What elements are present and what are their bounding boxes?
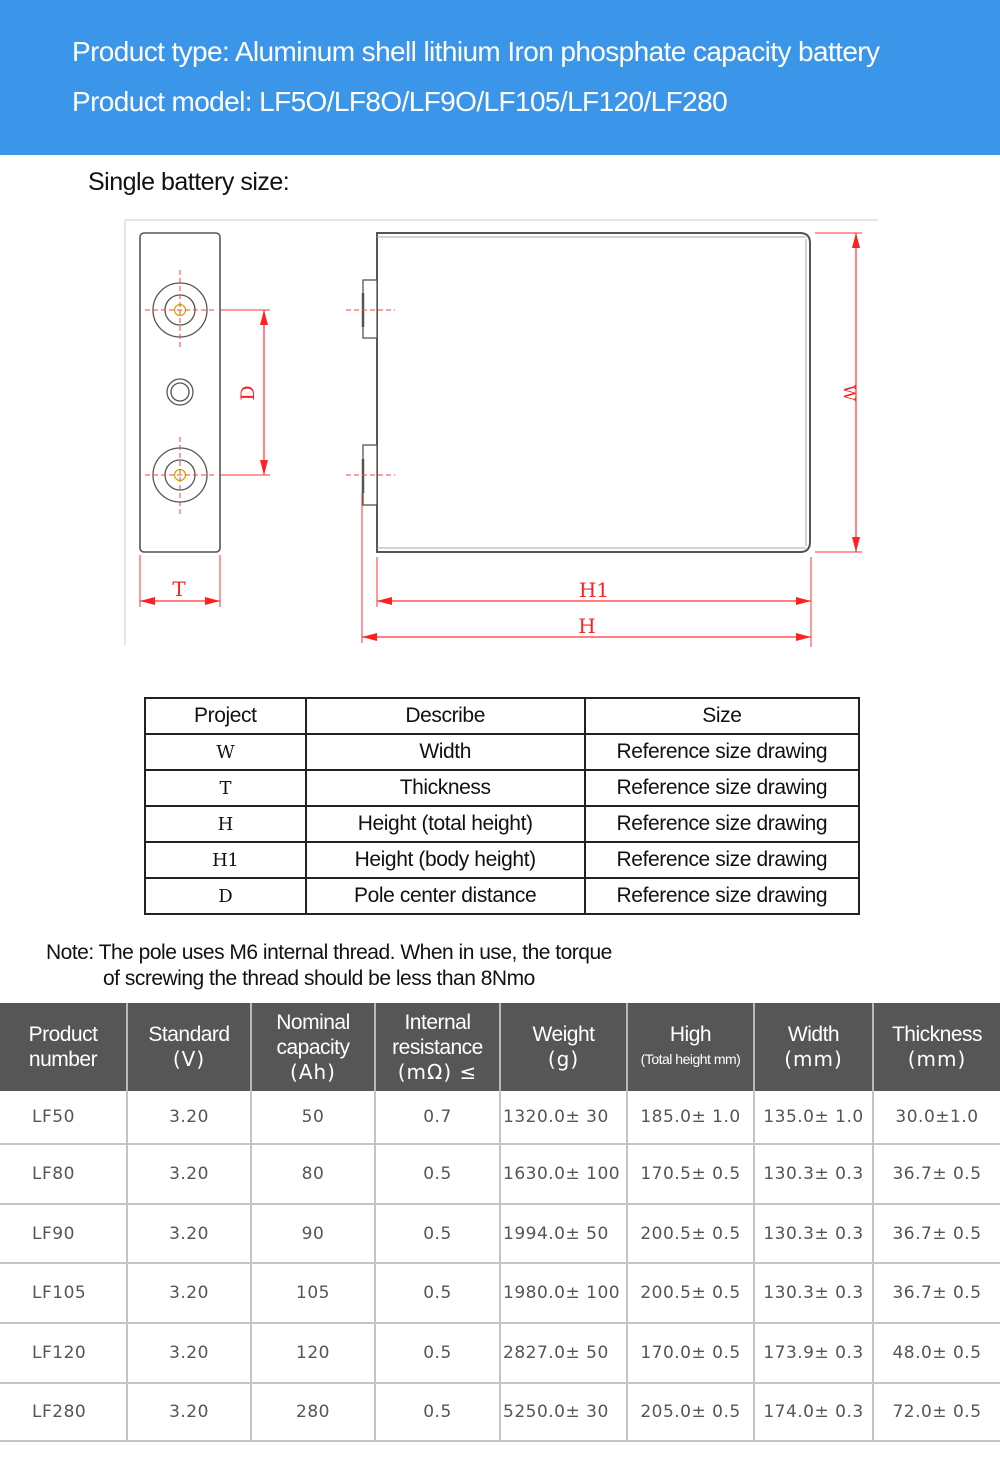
cell-nominal-capacity: 90 bbox=[251, 1204, 375, 1263]
header-title: Internal resistance bbox=[392, 1010, 483, 1059]
header-nominal-capacity bbox=[251, 1003, 375, 1091]
product-row bbox=[0, 1323, 1000, 1383]
cell-standard-voltage: 3.20 bbox=[127, 1144, 251, 1204]
cell-weight: 5250.0± 30 bbox=[500, 1383, 627, 1441]
cell-high: 200.5± 0.5 bbox=[627, 1263, 754, 1323]
cell-weight: 2827.0± 50 bbox=[500, 1323, 627, 1383]
cell-product-number: LF120 bbox=[0, 1323, 127, 1383]
cell-standard-voltage: 3.20 bbox=[127, 1263, 251, 1323]
cell-internal-resistance: 0.7 bbox=[375, 1091, 500, 1144]
cell-product-number: LF280 bbox=[0, 1383, 127, 1441]
cell-weight: 1320.0± 30 bbox=[500, 1091, 627, 1144]
cell-thickness: 48.0± 0.5 bbox=[873, 1323, 1000, 1383]
spec-describe: Height (total height) bbox=[306, 806, 585, 842]
spec-describe: Height (body height) bbox=[306, 842, 585, 878]
header-unit: (Ah) bbox=[290, 1059, 336, 1084]
cell-internal-resistance: 0.5 bbox=[375, 1204, 500, 1263]
spec-row bbox=[145, 734, 859, 770]
spec-row bbox=[145, 842, 859, 878]
header-unit: (mm) bbox=[784, 1047, 843, 1071]
cell-high: 200.5± 0.5 bbox=[627, 1204, 754, 1263]
product-row bbox=[0, 1204, 1000, 1263]
spec-size: Reference size drawing bbox=[585, 842, 859, 878]
cell-internal-resistance: 0.5 bbox=[375, 1323, 500, 1383]
spec-code: D bbox=[145, 878, 306, 914]
header-unit: (g) bbox=[547, 1047, 580, 1071]
cell-weight: 1994.0± 50 bbox=[500, 1204, 627, 1263]
header-title: Width bbox=[787, 1023, 840, 1046]
cell-high: 170.5± 0.5 bbox=[627, 1144, 754, 1204]
cell-internal-resistance: 0.5 bbox=[375, 1383, 500, 1441]
cell-thickness: 72.0± 0.5 bbox=[873, 1383, 1000, 1441]
product-row bbox=[0, 1263, 1000, 1323]
cell-width: 174.0± 0.3 bbox=[754, 1383, 873, 1441]
spec-describe: Pole center distance bbox=[306, 878, 585, 914]
end-view bbox=[140, 233, 270, 607]
cell-standard-voltage: 3.20 bbox=[127, 1323, 251, 1383]
product-model: Product model: LF5O/LF8O/LF9O/LF105/LF120/LF280 bbox=[72, 86, 728, 117]
header-title: Thickness bbox=[891, 1023, 983, 1046]
label-h1: H1 bbox=[578, 578, 610, 602]
product-row bbox=[0, 1091, 1000, 1144]
spec-row bbox=[145, 806, 859, 842]
spec-size: Reference size drawing bbox=[585, 806, 859, 842]
header-unit: (mΩ) ≤ bbox=[397, 1059, 478, 1084]
header-banner bbox=[0, 0, 1000, 155]
spec-header-size: Size bbox=[585, 698, 859, 734]
side-terminal-top bbox=[363, 280, 377, 338]
spec-describe: Thickness bbox=[306, 770, 585, 806]
cell-width: 135.0± 1.0 bbox=[754, 1091, 873, 1144]
label-w: W bbox=[840, 384, 859, 402]
cell-high: 205.0± 0.5 bbox=[627, 1383, 754, 1441]
dimension-spec-table bbox=[144, 697, 860, 915]
spec-header-row bbox=[145, 698, 859, 734]
cell-width: 130.3± 0.3 bbox=[754, 1144, 873, 1204]
header-high bbox=[627, 1003, 754, 1091]
section-title: Single battery size: bbox=[88, 168, 290, 196]
cell-high: 185.0± 1.0 bbox=[627, 1091, 754, 1144]
product-table-body bbox=[0, 1091, 1000, 1441]
spec-size: Reference size drawing bbox=[585, 770, 859, 806]
label-t: T bbox=[172, 577, 186, 601]
cell-standard-voltage: 3.20 bbox=[127, 1204, 251, 1263]
spec-header-project: Project bbox=[145, 698, 306, 734]
cell-width: 130.3± 0.3 bbox=[754, 1263, 873, 1323]
cell-product-number: LF80 bbox=[0, 1144, 127, 1204]
spec-row bbox=[145, 878, 859, 914]
cell-nominal-capacity: 80 bbox=[251, 1144, 375, 1204]
note-line-1: Note: The pole uses M6 internal thread. When in use, the torque bbox=[46, 941, 612, 964]
header-title: Nominal capacity bbox=[276, 1010, 350, 1059]
cell-standard-voltage: 3.20 bbox=[127, 1383, 251, 1441]
spec-header-describe: Describe bbox=[306, 698, 585, 734]
cell-nominal-capacity: 120 bbox=[251, 1323, 375, 1383]
cell-weight: 1630.0± 100 bbox=[500, 1144, 627, 1204]
header-thickness bbox=[873, 1003, 1000, 1091]
product-type: Product type: Aluminum shell lithium Iron phosphate capacity battery bbox=[72, 36, 880, 67]
cell-nominal-capacity: 105 bbox=[251, 1263, 375, 1323]
header-unit: (Total height mm) bbox=[640, 1051, 741, 1067]
spec-code: H bbox=[145, 806, 306, 842]
spec-code: T bbox=[145, 770, 306, 806]
note bbox=[46, 940, 612, 992]
product-header-row bbox=[0, 1003, 1000, 1091]
cell-high: 170.0± 0.5 bbox=[627, 1323, 754, 1383]
header-standard bbox=[127, 1003, 251, 1091]
cell-thickness: 36.7± 0.5 bbox=[873, 1204, 1000, 1263]
cell-weight: 1980.0± 100 bbox=[500, 1263, 627, 1323]
header-title: Standard bbox=[148, 1023, 230, 1046]
spec-row bbox=[145, 770, 859, 806]
note-line-2: of screwing the thread should be less than 8Nmo bbox=[103, 967, 535, 990]
header-unit: (V) bbox=[172, 1047, 206, 1071]
header-width bbox=[754, 1003, 873, 1091]
cell-thickness: 36.7± 0.5 bbox=[873, 1144, 1000, 1204]
header-internal-resistance bbox=[375, 1003, 500, 1091]
header-title: Product number bbox=[28, 1023, 98, 1071]
header-weight bbox=[500, 1003, 627, 1091]
cell-thickness: 30.0±1.0 bbox=[873, 1091, 1000, 1144]
cell-product-number: LF50 bbox=[0, 1091, 127, 1144]
cell-width: 173.9± 0.3 bbox=[754, 1323, 873, 1383]
spec-size: Reference size drawing bbox=[585, 878, 859, 914]
cell-nominal-capacity: 280 bbox=[251, 1383, 375, 1441]
cell-product-number: LF90 bbox=[0, 1204, 127, 1263]
spec-code: W bbox=[145, 734, 306, 770]
cell-product-number: LF105 bbox=[0, 1263, 127, 1323]
cell-internal-resistance: 0.5 bbox=[375, 1144, 500, 1204]
battery-dimension-drawing bbox=[0, 215, 1000, 655]
product-spec-table bbox=[0, 1003, 1000, 1442]
cell-thickness: 36.7± 0.5 bbox=[873, 1263, 1000, 1323]
header-title: Weight bbox=[532, 1023, 595, 1046]
cell-internal-resistance: 0.5 bbox=[375, 1263, 500, 1323]
spec-size: Reference size drawing bbox=[585, 734, 859, 770]
cell-standard-voltage: 3.20 bbox=[127, 1091, 251, 1144]
product-row bbox=[0, 1144, 1000, 1204]
header-product-number bbox=[0, 1003, 127, 1091]
label-h: H bbox=[578, 614, 596, 638]
product-row bbox=[0, 1383, 1000, 1441]
label-d: D bbox=[237, 385, 259, 401]
spec-describe: Width bbox=[306, 734, 585, 770]
header-unit: (mm) bbox=[907, 1047, 967, 1071]
spec-code: H1 bbox=[145, 842, 306, 878]
header-title: High bbox=[669, 1023, 712, 1046]
cell-nominal-capacity: 50 bbox=[251, 1091, 375, 1144]
cell-width: 130.3± 0.3 bbox=[754, 1204, 873, 1263]
